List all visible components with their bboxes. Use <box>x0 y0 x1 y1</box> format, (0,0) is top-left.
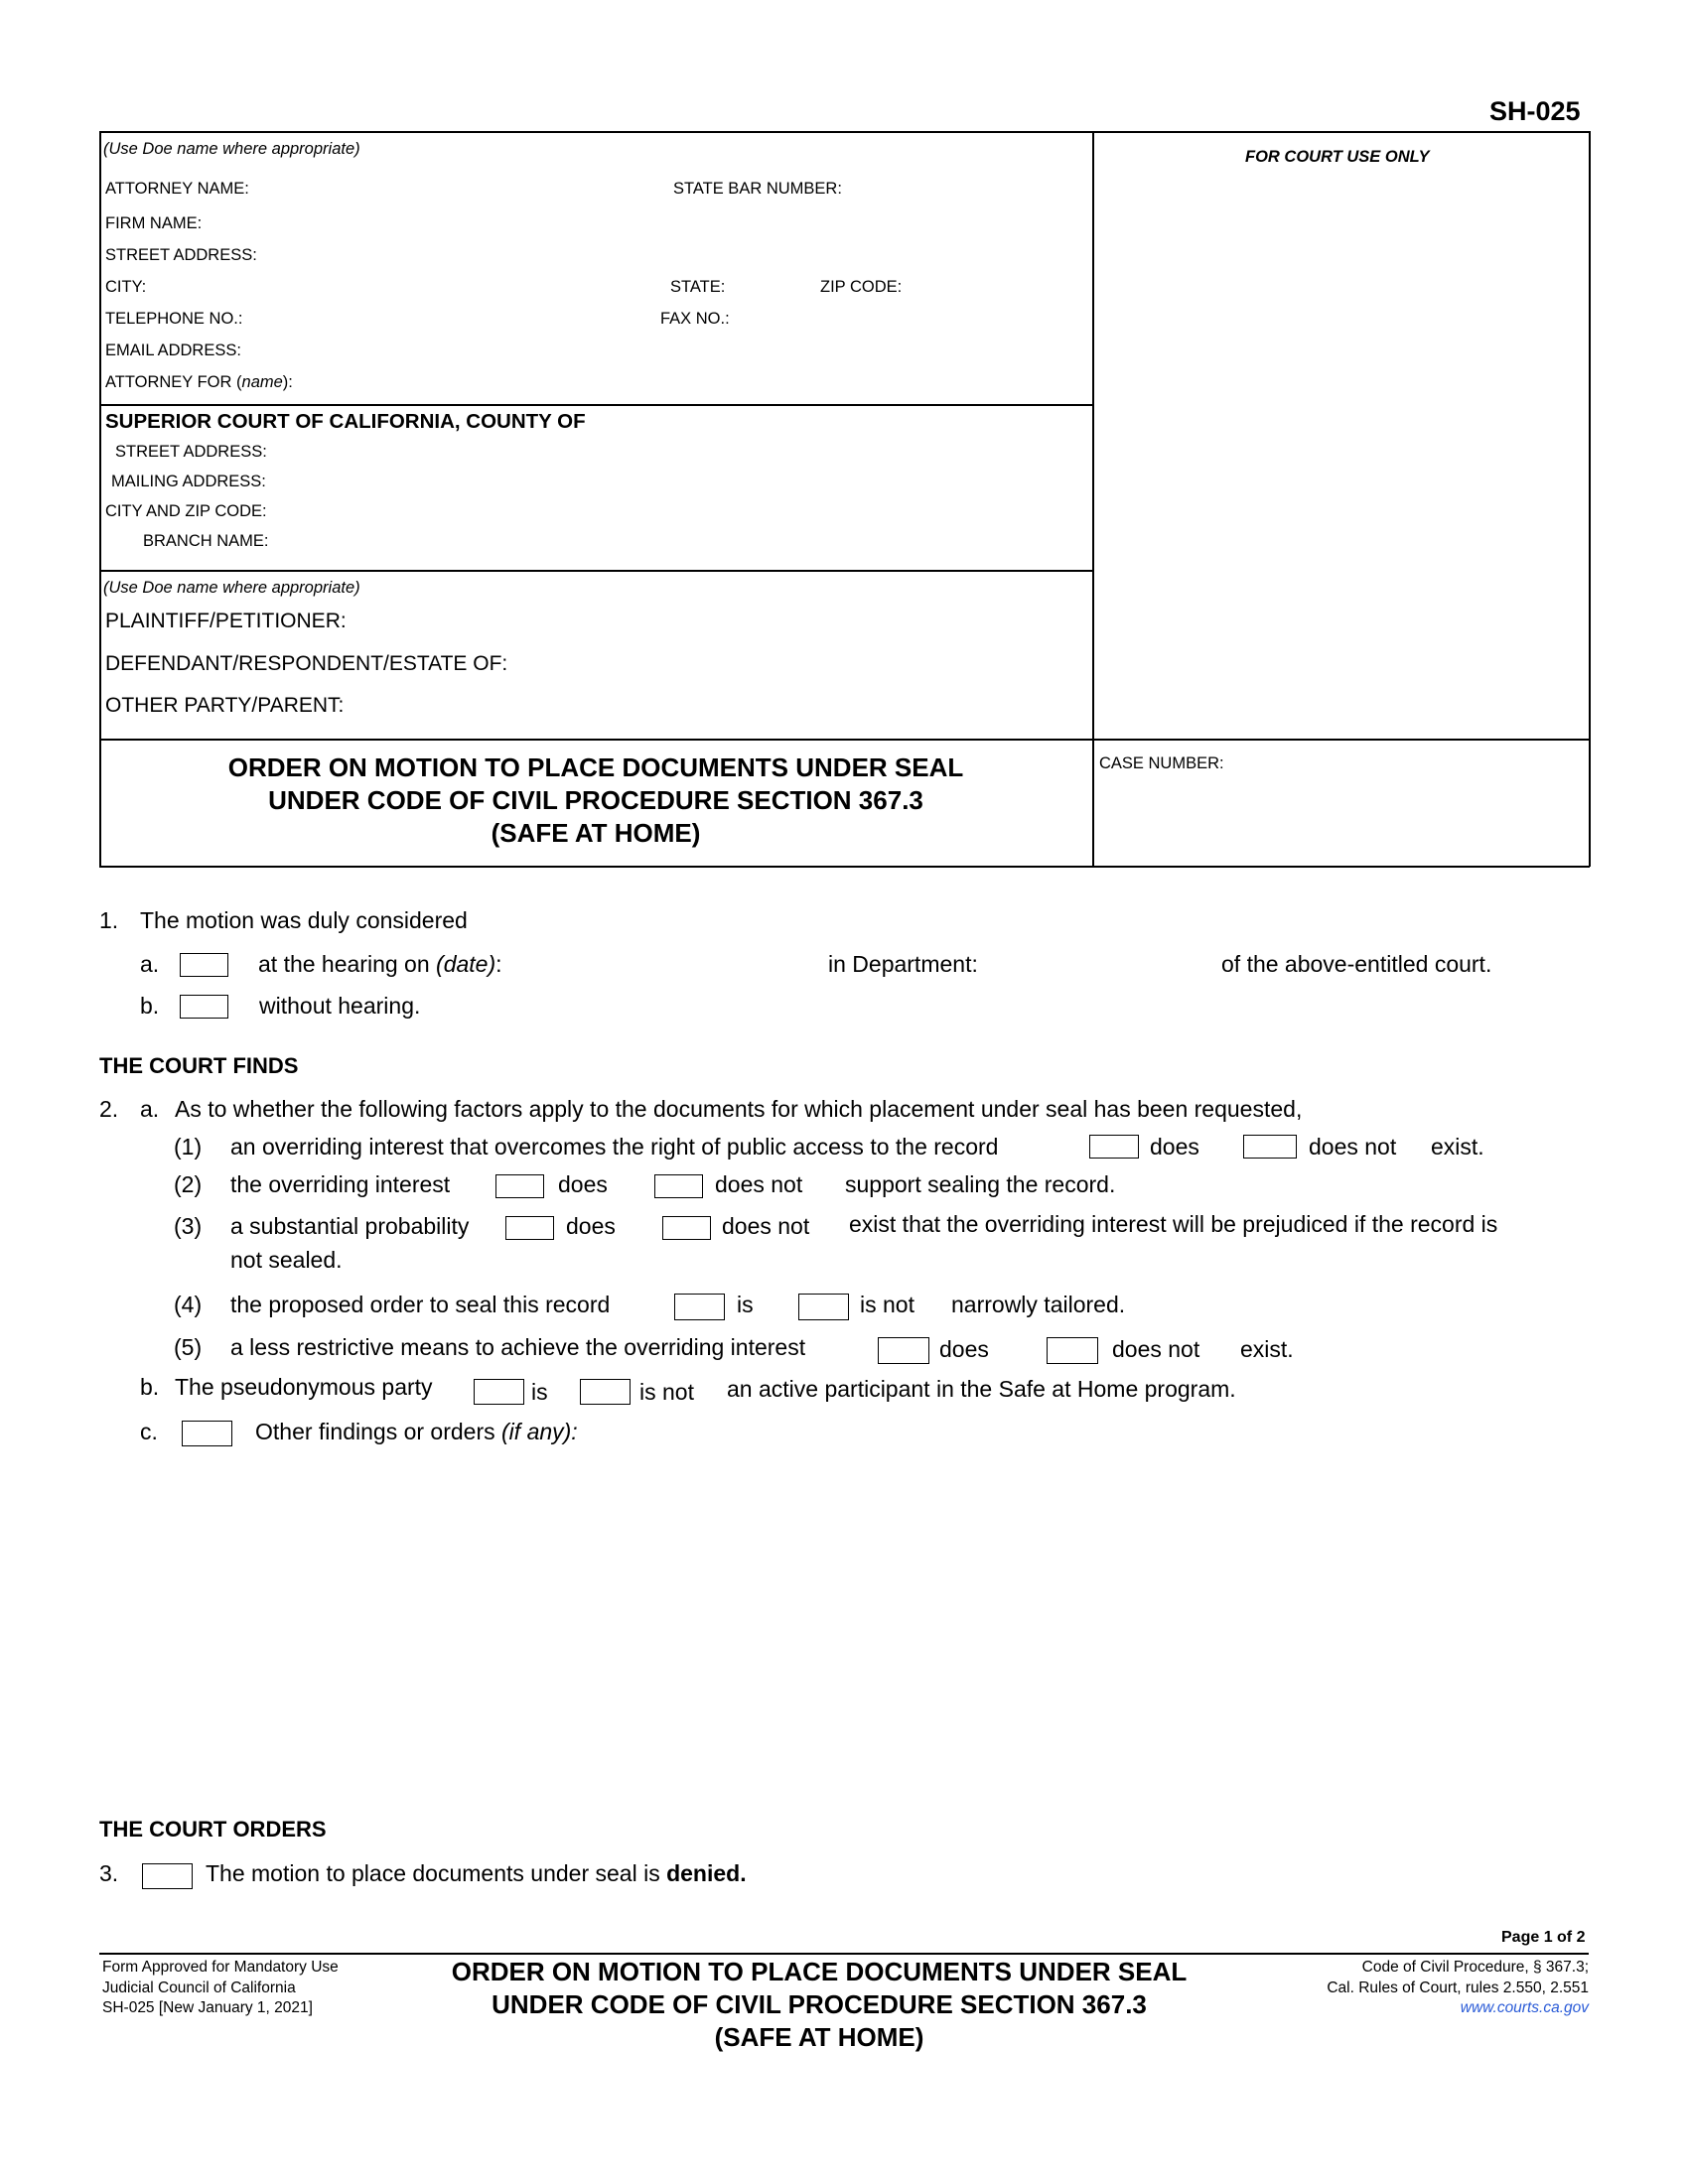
factor3-doesnot-checkbox[interactable] <box>662 1216 711 1240</box>
factor4-end: narrowly tailored. <box>951 1292 1126 1317</box>
footer-title-line1: ORDER ON MOTION TO PLACE DOCUMENTS UNDER SEAL <box>451 1957 1188 1986</box>
factor3-does-label: does <box>566 1213 616 1239</box>
factor2-number: (2) <box>174 1171 203 1197</box>
item2b-is-checkbox[interactable] <box>474 1379 524 1405</box>
factor3-end: exist that the overriding interest will be prejudiced if the record is <box>849 1211 1498 1237</box>
doe-note: (Use Doe name where appropriate) <box>103 140 360 158</box>
caption-box-top <box>99 131 1589 133</box>
attorney-for-suffix: ): <box>282 373 293 391</box>
footer-left-line1: Form Approved for Mandatory Use <box>102 1959 339 1976</box>
item2b-isnot-checkbox[interactable] <box>580 1379 631 1405</box>
item1b-text: without hearing. <box>259 993 421 1019</box>
footer-right <box>1327 1958 1589 2019</box>
item3-denied: denied. <box>666 1860 747 1886</box>
caption-divider-vertical <box>1092 131 1094 867</box>
footer-right-line2: Cal. Rules of Court, rules 2.550, 2.551 <box>1327 1979 1589 1996</box>
item2c-label: c. <box>140 1419 158 1444</box>
factor2-does-label: does <box>558 1171 608 1197</box>
item3-motion: The motion to place documents under seal is <box>206 1860 660 1886</box>
factor3-text: a substantial probability <box>230 1213 470 1239</box>
form-title-line3: (SAFE AT HOME) <box>491 818 701 848</box>
item1a-label: a. <box>140 951 160 977</box>
street-address-label[interactable]: STREET ADDRESS: <box>105 246 257 264</box>
attorney-for-label[interactable] <box>105 373 293 392</box>
court-use-only: FOR COURT USE ONLY <box>1245 148 1430 166</box>
item1a-date-hint: (date) <box>436 951 496 977</box>
firm-name-label[interactable]: FIRM NAME: <box>105 214 203 232</box>
telephone-label[interactable]: TELEPHONE NO.: <box>105 310 243 328</box>
factor4-isnot-label: is not <box>860 1292 914 1317</box>
courts-website-link[interactable]: www.courts.ca.gov <box>1460 1999 1589 2016</box>
factor5-number: (5) <box>174 1334 203 1360</box>
item1b-label: b. <box>140 993 160 1019</box>
item2-number: 2. <box>99 1096 119 1122</box>
factor2-does-checkbox[interactable] <box>495 1174 544 1198</box>
item1-text: The motion was duly considered <box>140 907 468 933</box>
city-label[interactable]: CITY: <box>105 278 147 296</box>
item2c-other: Other findings or orders <box>255 1419 495 1444</box>
court-city-zip-label[interactable]: CITY AND ZIP CODE: <box>105 502 267 520</box>
caption-divider-attorney <box>99 404 1092 406</box>
factor5-does-checkbox[interactable] <box>878 1337 929 1364</box>
factor4-text: the proposed order to seal this record <box>230 1292 611 1317</box>
court-street-address-label[interactable]: STREET ADDRESS: <box>115 443 267 461</box>
factor1-does-label: does <box>1150 1134 1199 1160</box>
factor5-doesnot-checkbox[interactable] <box>1047 1337 1098 1364</box>
factor1-text: an overriding interest that overcomes the right of public access to the record <box>230 1134 999 1160</box>
case-number-label[interactable]: CASE NUMBER: <box>1099 754 1224 772</box>
state-label[interactable]: STATE: <box>670 278 726 296</box>
parties-doe-note: (Use Doe name where appropriate) <box>103 579 360 597</box>
factor4-number: (4) <box>174 1292 203 1317</box>
factor1-doesnot-label: does not <box>1309 1134 1397 1160</box>
factor2-doesnot-label: does not <box>715 1171 803 1197</box>
factor4-is-label: is <box>737 1292 754 1317</box>
email-label[interactable]: EMAIL ADDRESS: <box>105 341 241 359</box>
form-title-line2: UNDER CODE OF CIVIL PROCEDURE SECTION 367.3 <box>268 785 923 815</box>
page-number: Page 1 of 2 <box>1501 1929 1586 1946</box>
factor4-is-checkbox[interactable] <box>674 1294 725 1320</box>
court-finds-heading: THE COURT FINDS <box>99 1053 299 1078</box>
item2a-label: a. <box>140 1096 160 1122</box>
item1b-checkbox[interactable] <box>180 995 228 1019</box>
factor5-text: a less restrictive means to achieve the overriding interest <box>230 1334 806 1360</box>
plaintiff-label[interactable]: PLAINTIFF/PETITIONER: <box>105 610 347 632</box>
other-party-label[interactable]: OTHER PARTY/PARENT: <box>105 694 345 717</box>
court-branch-label[interactable]: BRANCH NAME: <box>143 532 269 550</box>
footer-rule <box>99 1953 1589 1955</box>
court-heading[interactable]: SUPERIOR COURT OF CALIFORNIA, COUNTY OF <box>105 410 586 433</box>
footer-left-line3: SH-025 [New January 1, 2021] <box>102 1999 313 2016</box>
item2c-checkbox[interactable] <box>182 1421 232 1446</box>
factor1-doesnot-checkbox[interactable] <box>1243 1135 1297 1159</box>
item3-number: 3. <box>99 1860 119 1886</box>
factor1-end: exist. <box>1431 1134 1484 1160</box>
footer-left <box>102 1958 339 2019</box>
zip-code-label[interactable]: ZIP CODE: <box>820 278 903 296</box>
factor5-does-label: does <box>939 1336 989 1362</box>
item3-checkbox[interactable] <box>142 1863 193 1889</box>
item3-text <box>206 1860 747 1887</box>
factor3-number: (3) <box>174 1213 203 1239</box>
item2b-isnot-label: is not <box>639 1379 694 1405</box>
item2a-text: As to whether the following factors apply to the documents for which placement under seal has been requested, <box>175 1096 1303 1122</box>
factor3-doesnot-label: does not <box>722 1213 810 1239</box>
factor2-text: the overriding interest <box>230 1171 451 1197</box>
attorney-name-label[interactable]: ATTORNEY NAME: <box>105 180 249 198</box>
item1a-checkbox[interactable] <box>180 953 228 977</box>
caption-box-bottom <box>99 866 1590 868</box>
item1a-court: of the above-entitled court. <box>1221 951 1492 977</box>
item1-number: 1. <box>99 907 119 933</box>
footer-title-line2: UNDER CODE OF CIVIL PROCEDURE SECTION 367.3 <box>492 1989 1147 2019</box>
fax-label[interactable]: FAX NO.: <box>660 310 730 328</box>
footer-right-line1: Code of Civil Procedure, § 367.3; <box>1361 1959 1589 1976</box>
factor2-doesnot-checkbox[interactable] <box>654 1174 703 1198</box>
item2b-text: The pseudonymous party <box>175 1374 433 1400</box>
factor1-number: (1) <box>174 1134 203 1160</box>
item2b-is-label: is <box>531 1379 548 1405</box>
court-orders-heading: THE COURT ORDERS <box>99 1817 327 1842</box>
factor2-end: support sealing the record. <box>845 1171 1116 1197</box>
form-title <box>99 751 1092 850</box>
item2c-ifany: (if any): <box>501 1419 578 1444</box>
caption-divider-title <box>99 739 1590 741</box>
attorney-for-name-hint: name <box>241 373 283 391</box>
defendant-label[interactable]: DEFENDANT/RESPONDENT/ESTATE OF: <box>105 652 508 675</box>
factor5-doesnot-label: does not <box>1112 1336 1200 1362</box>
item1a-text <box>258 951 502 978</box>
item2b-end: an active participant in the Safe at Home program. <box>727 1376 1236 1402</box>
caption-divider-court <box>99 570 1092 572</box>
attorney-for-prefix: ATTORNEY FOR ( <box>105 373 242 391</box>
item1a-colon: : <box>495 951 502 977</box>
caption-box-right <box>1589 131 1591 867</box>
factor3-end-line2: not sealed. <box>230 1247 343 1273</box>
footer-title <box>377 1956 1261 2054</box>
item2c-text <box>255 1419 578 1445</box>
form-number: SH-025 <box>1489 96 1581 126</box>
footer-left-line2: Judicial Council of California <box>102 1979 296 1996</box>
factor4-isnot-checkbox[interactable] <box>798 1294 849 1320</box>
item1a-department: in Department: <box>828 951 978 977</box>
factor5-end: exist. <box>1240 1336 1294 1362</box>
form-title-line1: ORDER ON MOTION TO PLACE DOCUMENTS UNDER SEAL <box>227 752 964 782</box>
factor1-does-checkbox[interactable] <box>1089 1135 1139 1159</box>
court-mailing-address-label[interactable]: MAILING ADDRESS: <box>111 473 266 490</box>
item2b-label: b. <box>140 1374 160 1400</box>
item1a-hearing: at the hearing on <box>258 951 430 977</box>
state-bar-number-label[interactable]: STATE BAR NUMBER: <box>673 180 842 198</box>
factor3-does-checkbox[interactable] <box>505 1216 554 1240</box>
footer-title-line3: (SAFE AT HOME) <box>714 2022 924 2052</box>
